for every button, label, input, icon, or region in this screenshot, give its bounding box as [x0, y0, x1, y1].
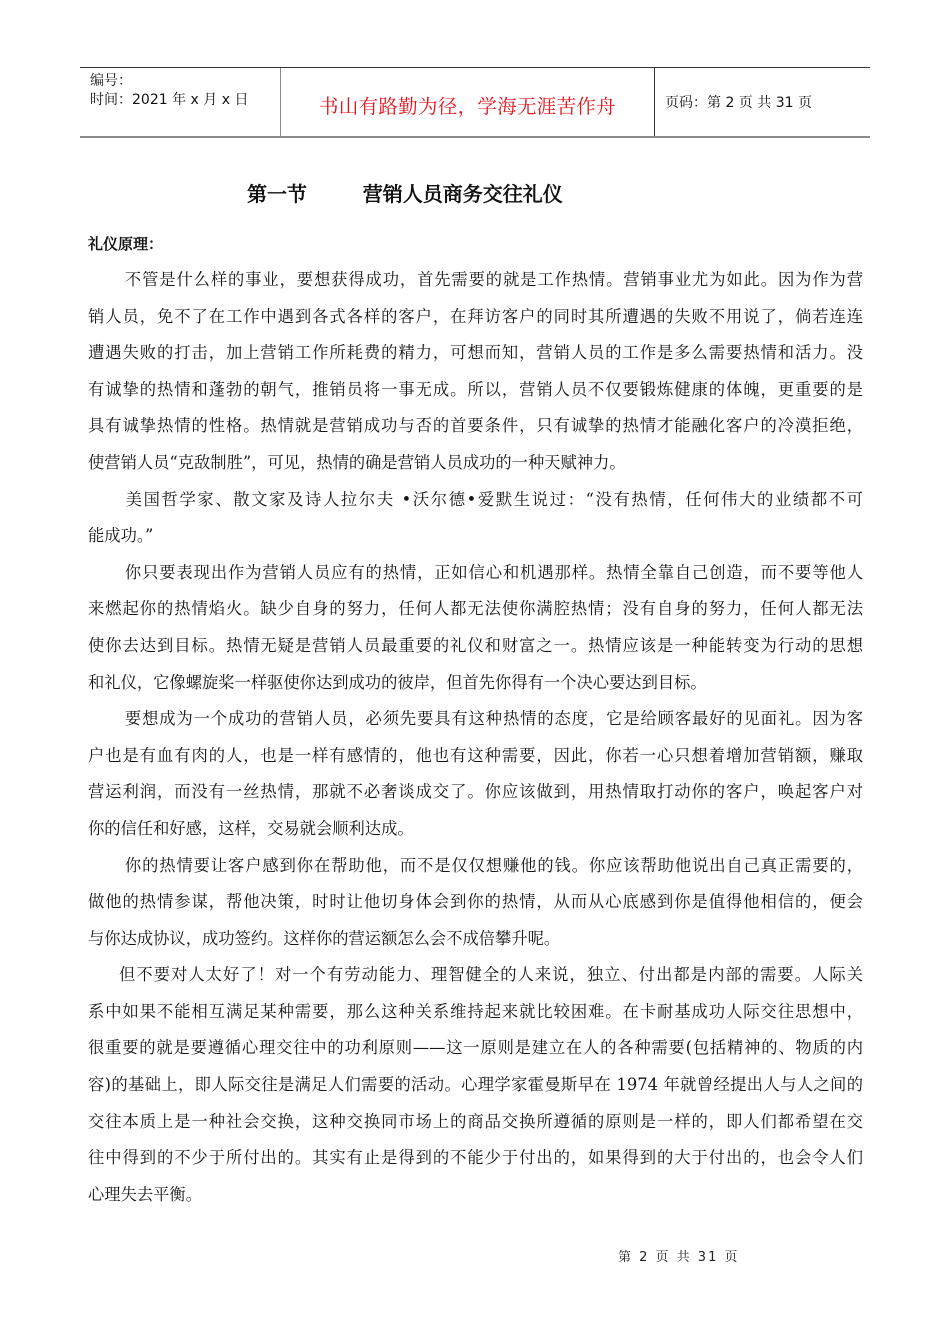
text-line: 美国哲学家、散文家及诗人拉尔夫 •沃尔德•爱默生说过：“没有热情，任何伟大的业绩都不可 [124, 489, 863, 509]
text-line: 往中得到的不少于所付出的。其实有止是得到的不能少于付出的，如果得到的大于付出的，也会令人们 [88, 1148, 863, 1168]
section-title: 第一节 营销人员商务交往礼仪 [247, 182, 563, 206]
text-line: 使你去达到目标。热情无疑是营销人员最重要的礼仪和财富之一。热情应该是一种能转变为行动的思想 [88, 635, 863, 655]
footer-page-number: 第 2 页 共 31 页 [618, 1250, 740, 1265]
text-line: 有诚挚的热情和蓬勃的朝气，推销员将一事无成。所以，营销人员不仅要锻炼健康的体魄，更重要的是 [88, 379, 863, 399]
text-line: 很重要的就是要遵循心理交往中的功利原则——这一原则是建立在人的各种需要(包括精神的、物质的内 [88, 1038, 863, 1058]
text-line: 你只要表现出作为营销人员应有的热情，正如信心和机遇那样。热情全靠自己创造，而不要等他人 [124, 562, 863, 582]
body-text [88, 262, 863, 1213]
header-page-cell [655, 68, 870, 136]
text-line: 要想成为一个成功的营销人员，必须先要具有这种热情的态度，它是给顾客最好的见面礼。因为客 [124, 709, 863, 729]
header-meta-cell [80, 68, 281, 136]
header-page-info: 页码：第 2 页 共 31 页 [665, 95, 812, 111]
text-line: 系中如果不能相互满足某种需要，那么这种关系维持起来就比较困难。在卡耐基成功人际交往思想中， [88, 1001, 863, 1021]
paragraph [88, 555, 863, 701]
text-line: 交往本质上是一种社会交换，这种交换同市场上的商品交换所遵循的原则是一样的，即人们都希望在交 [88, 1111, 863, 1131]
text-line: 使营销人员“克敌制胜”，可见，热情的确是营销人员成功的一种天赋神力。 [88, 452, 626, 472]
doc-number-label: 编号： [90, 73, 132, 89]
text-line: 做他的热情参谋，帮他决策，时时让他切身体会到你的热情，从而从心底感到你是值得他相信的，便会 [88, 892, 863, 912]
text-line: 来燃起你的热情焰火。缺少自身的努力，任何人都无法使你满腔热情；没有自身的努力，任何人都无法 [88, 599, 863, 619]
paragraph [88, 482, 863, 555]
text-line: 但不要对人太好了！对一个有劳动能力、理智健全的人来说，独立、付出都是内部的需要。人际关 [118, 965, 863, 985]
text-line: 心理失去平衡。 [88, 1184, 202, 1204]
document-header-table [80, 67, 870, 138]
text-line: 销人员，免不了在工作中遇到各式各样的客户，在拜访客户的同时其所遭遇的失败不用说了，倘若连连 [88, 306, 863, 326]
header-motto-cell [281, 68, 655, 136]
text-line: 你的热情要让客户感到你在帮助他，而不是仅仅想赚他的钱。你应该帮助他说出自己真正需要的， [124, 855, 863, 875]
text-line: 户也是有血有肉的人，也是一样有感情的，他也有这种需要，因此，你若一心只想着增加营销额，赚取 [88, 745, 863, 765]
text-line: 容)的基础上，即人际交往是满足人们需要的活动。心理学家霍曼斯早在 1974 年就曾经提出人与人之间的 [88, 1075, 863, 1095]
text-line: 不管是什么样的事业，要想获得成功，首先需要的就是工作热情。营销事业尤为如此。因为作为营 [124, 270, 863, 289]
text-line: 具有诚挚热情的性格。热情就是营销成功与否的首要条件，只有诚挚的热情才能融化客户的冷漠拒绝， [88, 416, 863, 436]
text-line: 和礼仪，它像螺旋桨一样驱使你达到成功的彼岸，但首先你得有一个决心要达到目标。 [88, 672, 707, 692]
paragraph [88, 848, 863, 958]
subheading: 礼仪原理： [88, 235, 164, 253]
text-line: 与你达成协议，成功签约。这样你的营运额怎么会不成倍攀升呢。 [88, 928, 561, 948]
text-line: 你的信任和好感，这样，交易就会顺利达成。 [88, 818, 414, 838]
date-label: 时间：2021 年 x 月 x 日 [90, 92, 249, 108]
paragraph [88, 262, 863, 482]
paragraph [88, 957, 863, 1213]
text-line: 营运利润，而没有一丝热情，那就不必奢谈成交了。你应该做到，用热情取打动你的客户，唤起客户对 [88, 782, 863, 802]
text-line: 遭遇失败的打击，加上营销工作所耗费的精力，可想而知，营销人员的工作是多么需要热情和活力。没 [88, 343, 863, 363]
motto-text: 书山有路勤为径，学海无涯苦作舟 [318, 95, 616, 118]
text-line: 能成功。” [88, 526, 154, 546]
paragraph [88, 701, 863, 847]
